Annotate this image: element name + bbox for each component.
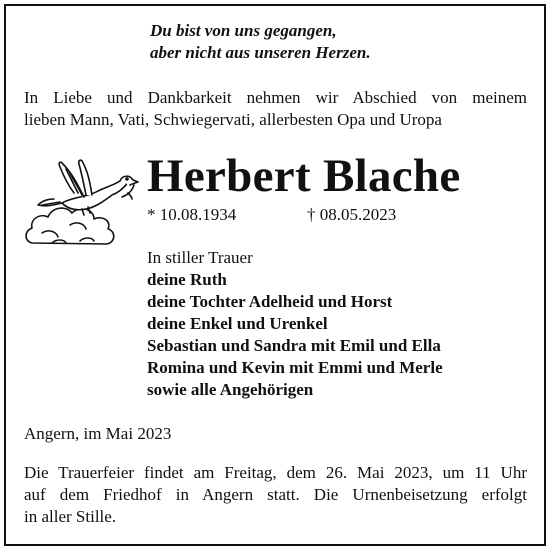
mourning-lead: In stiller Trauer	[147, 248, 253, 267]
place-date: Angern, im Mai 2023	[24, 424, 172, 443]
mourner-line: sowie alle Angehörigen	[147, 380, 314, 399]
funeral-info	[24, 462, 527, 528]
death-date: † 08.05.2023	[307, 205, 397, 224]
mourner-line: Romina und Kevin mit Emmi und Merle	[147, 358, 443, 377]
mourner-line: deine Tochter Adelheid und Horst	[147, 292, 393, 311]
intro-line-1: In Liebe und Dankbarkeit nehmen wir Abschied von meinem	[24, 88, 527, 107]
life-dates	[147, 204, 397, 226]
funeral-line-1: Die Trauerfeier findet am Freitag, dem 26. Mai 2023, um 11 Uhr	[24, 463, 527, 482]
funeral-line-3: in aller Stille.	[24, 507, 117, 526]
funeral-line-2: auf dem Friedhof in Angern statt. Die Urnenbeisetzung erfolgt	[24, 485, 527, 504]
motto-line-1: Du bist von uns gegangen,	[150, 21, 337, 40]
mourner-line: deine Ruth	[147, 270, 227, 289]
motto-line-2: aber nicht aus unseren Herzen.	[150, 43, 371, 62]
motto	[150, 20, 371, 64]
intro-text	[24, 87, 527, 131]
mourner-line: Sebastian und Sandra mit Emil und Ella	[147, 336, 441, 355]
dove-on-cloud-icon	[22, 155, 140, 255]
mourner-line: deine Enkel und Urenkel	[147, 314, 328, 333]
deceased-name: Herbert Blache	[147, 150, 461, 202]
intro-line-2: lieben Mann, Vati, Schwiegervati, allerbesten Opa und Uropa	[24, 110, 442, 129]
mourners-block	[147, 247, 443, 401]
birth-date: * 10.08.1934	[147, 205, 237, 224]
